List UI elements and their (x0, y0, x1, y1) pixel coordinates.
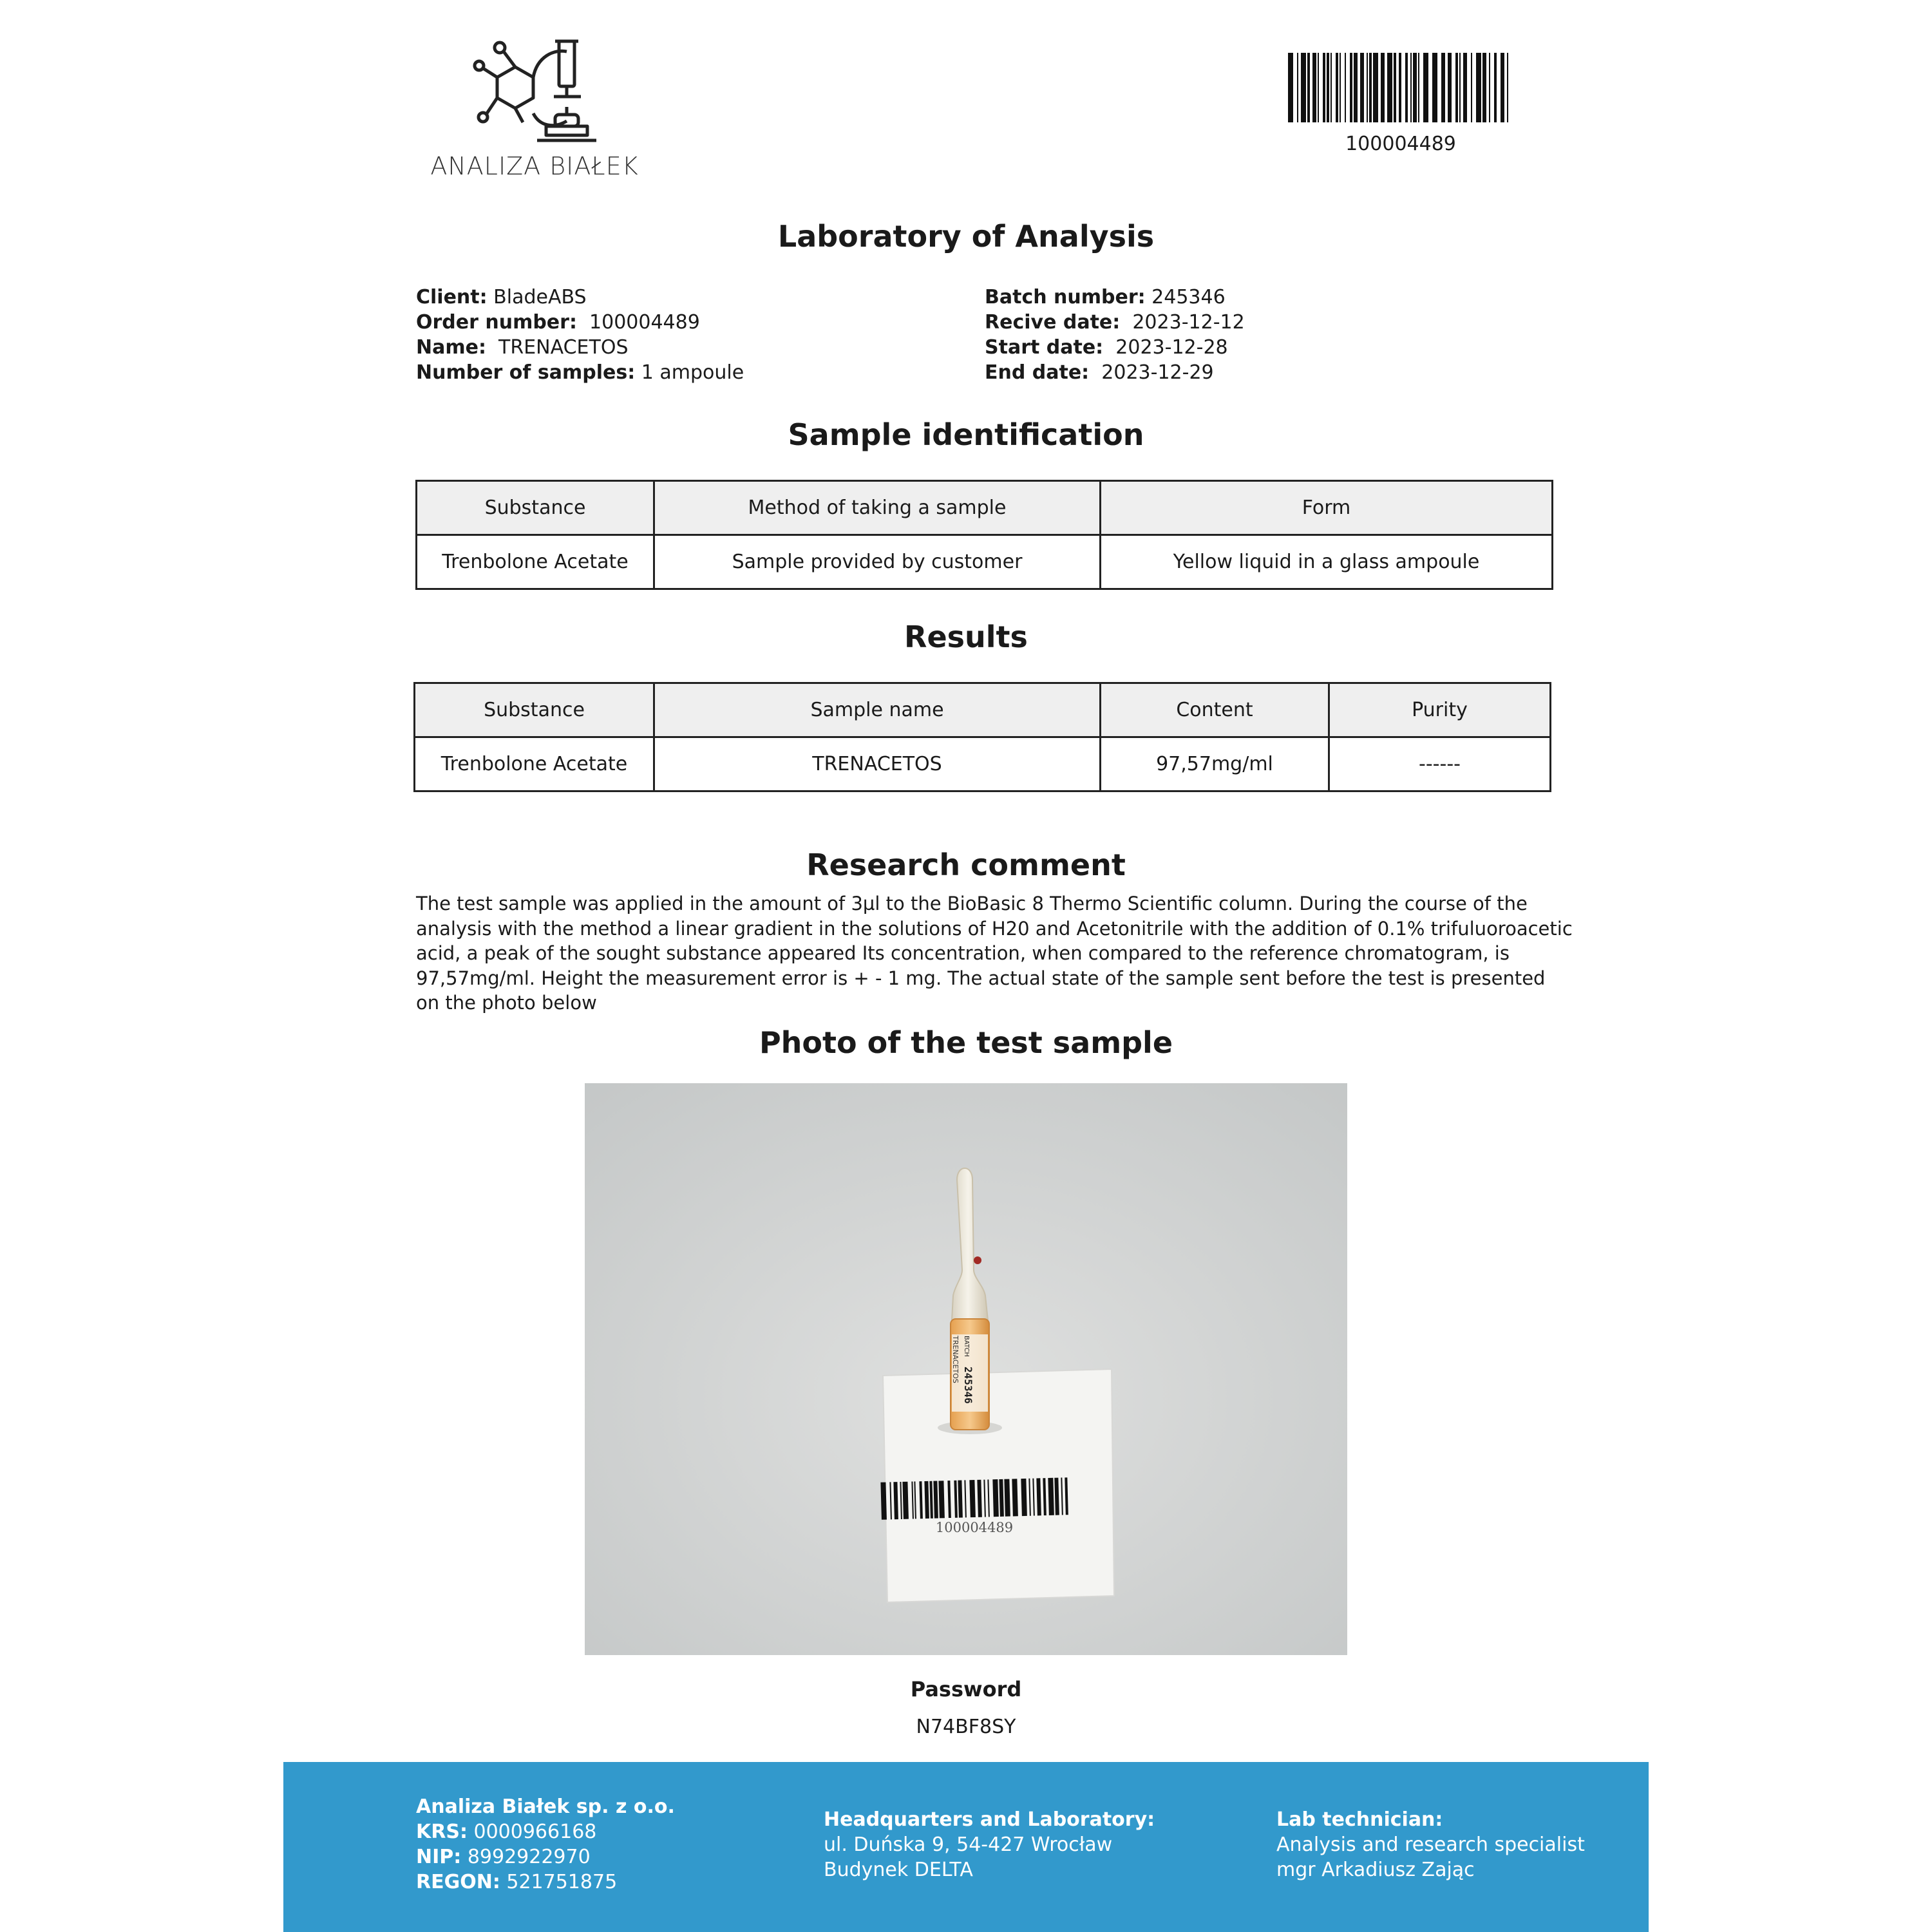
footer-technician-info (1276, 1807, 1585, 1882)
krs-line: KRS: 0000966168 (416, 1821, 597, 1843)
sample-identification-table (415, 480, 1553, 590)
logo-text: ANALIZA BIAŁEK (430, 152, 639, 180)
top-barcode (1288, 53, 1513, 124)
name-line: Name: TRENACETOS (416, 336, 629, 359)
technician-name: mgr Arkadiusz Zając (1276, 1859, 1475, 1881)
nip-line: NIP: 8992922970 (416, 1846, 591, 1868)
table-cell: 97,57mg/ml (1101, 737, 1329, 791)
ampoule-batch-value: 245346 (962, 1367, 974, 1404)
research-comment-heading: Research comment (806, 848, 1126, 882)
table-header-cell: Purity (1329, 683, 1551, 737)
table-header-row (417, 481, 1553, 535)
table-row (415, 737, 1551, 791)
table-header-cell: Content (1101, 683, 1329, 737)
hq-building-line: Budynek DELTA (824, 1859, 973, 1881)
results-heading: Results (904, 620, 1028, 654)
photo-heading: Photo of the test sample (759, 1025, 1173, 1060)
hq-address-line: ul. Duńska 9, 54-427 Wrocław (824, 1833, 1113, 1856)
table-row (417, 535, 1553, 589)
start-date-line: Start date: 2023-12-28 (985, 336, 1228, 359)
order-number-line: Order number: 100004489 (416, 311, 700, 334)
table-cell: Yellow liquid in a glass ampoule (1101, 535, 1553, 589)
table-cell: Sample provided by customer (654, 535, 1101, 589)
results-table (413, 682, 1551, 792)
technician-title: Lab technician: (1276, 1808, 1443, 1831)
comment-line: acid, a peak of the sought substance appeared Its concentration, when compared to the reference chromatogram, is (416, 942, 1510, 964)
batch-number-line: Batch number: 245346 (985, 286, 1226, 308)
comment-line: 97,57mg/ml. Height the measurement error is + - 1 mg. The actual state of the sample sent before the test is presented (416, 967, 1546, 989)
password-value: N74BF8SY (916, 1716, 1016, 1738)
company-name: Analiza Białek sp. z o.o. (416, 1795, 675, 1818)
client-line: Client: BladeABS (416, 286, 587, 308)
table-header-cell: Form (1101, 481, 1553, 535)
end-date-line: End date: 2023-12-29 (985, 361, 1214, 384)
test-sample-photo (585, 1083, 1347, 1655)
comment-line: analysis with the method a linear gradient in the solutions of H20 and Acetonitrile with the addition of 0.1% trifuluoroacetic (416, 917, 1573, 940)
table-header-row (415, 683, 1551, 737)
ampoule-label-text: TRENACETOS (951, 1336, 960, 1383)
footer-company-info (416, 1794, 675, 1895)
password-label: Password (910, 1677, 1022, 1701)
technician-role: Analysis and research specialist (1276, 1833, 1585, 1856)
regon-line: REGON: 521751875 (416, 1871, 618, 1893)
receive-date-line: Recive date: 2023-12-12 (985, 311, 1245, 334)
table-header-cell: Substance (417, 481, 654, 535)
hq-title: Headquarters and Laboratory: (824, 1808, 1155, 1831)
company-logo (412, 37, 657, 192)
footer-hq-info (824, 1807, 1155, 1882)
table-header-cell: Substance (415, 683, 654, 737)
footer (283, 1762, 1649, 1932)
comment-line: The test sample was applied in the amount of 3µl to the BioBasic 8 Thermo Scientific column. During the course of the (416, 893, 1528, 914)
table-cell: Trenbolone Acetate (415, 737, 654, 791)
table-cell: ------ (1329, 737, 1551, 791)
ampoule-batch-label: BATCH (963, 1336, 970, 1357)
top-barcode-number: 100004489 (1345, 133, 1456, 155)
comment-line: on the photo below (416, 992, 597, 1014)
sample-identification-heading: Sample identification (788, 417, 1144, 452)
number-of-samples-line: Number of samples: 1 ampoule (416, 361, 744, 384)
research-comment-text (416, 891, 1575, 1016)
page-title: Laboratory of Analysis (777, 219, 1155, 254)
card-barcode-number: 100004489 (935, 1520, 1014, 1535)
table-header-cell: Method of taking a sample (654, 481, 1101, 535)
table-cell: TRENACETOS (654, 737, 1101, 791)
table-cell: Trenbolone Acetate (417, 535, 654, 589)
molecule-microscope-icon (470, 37, 599, 147)
table-header-cell: Sample name (654, 683, 1101, 737)
